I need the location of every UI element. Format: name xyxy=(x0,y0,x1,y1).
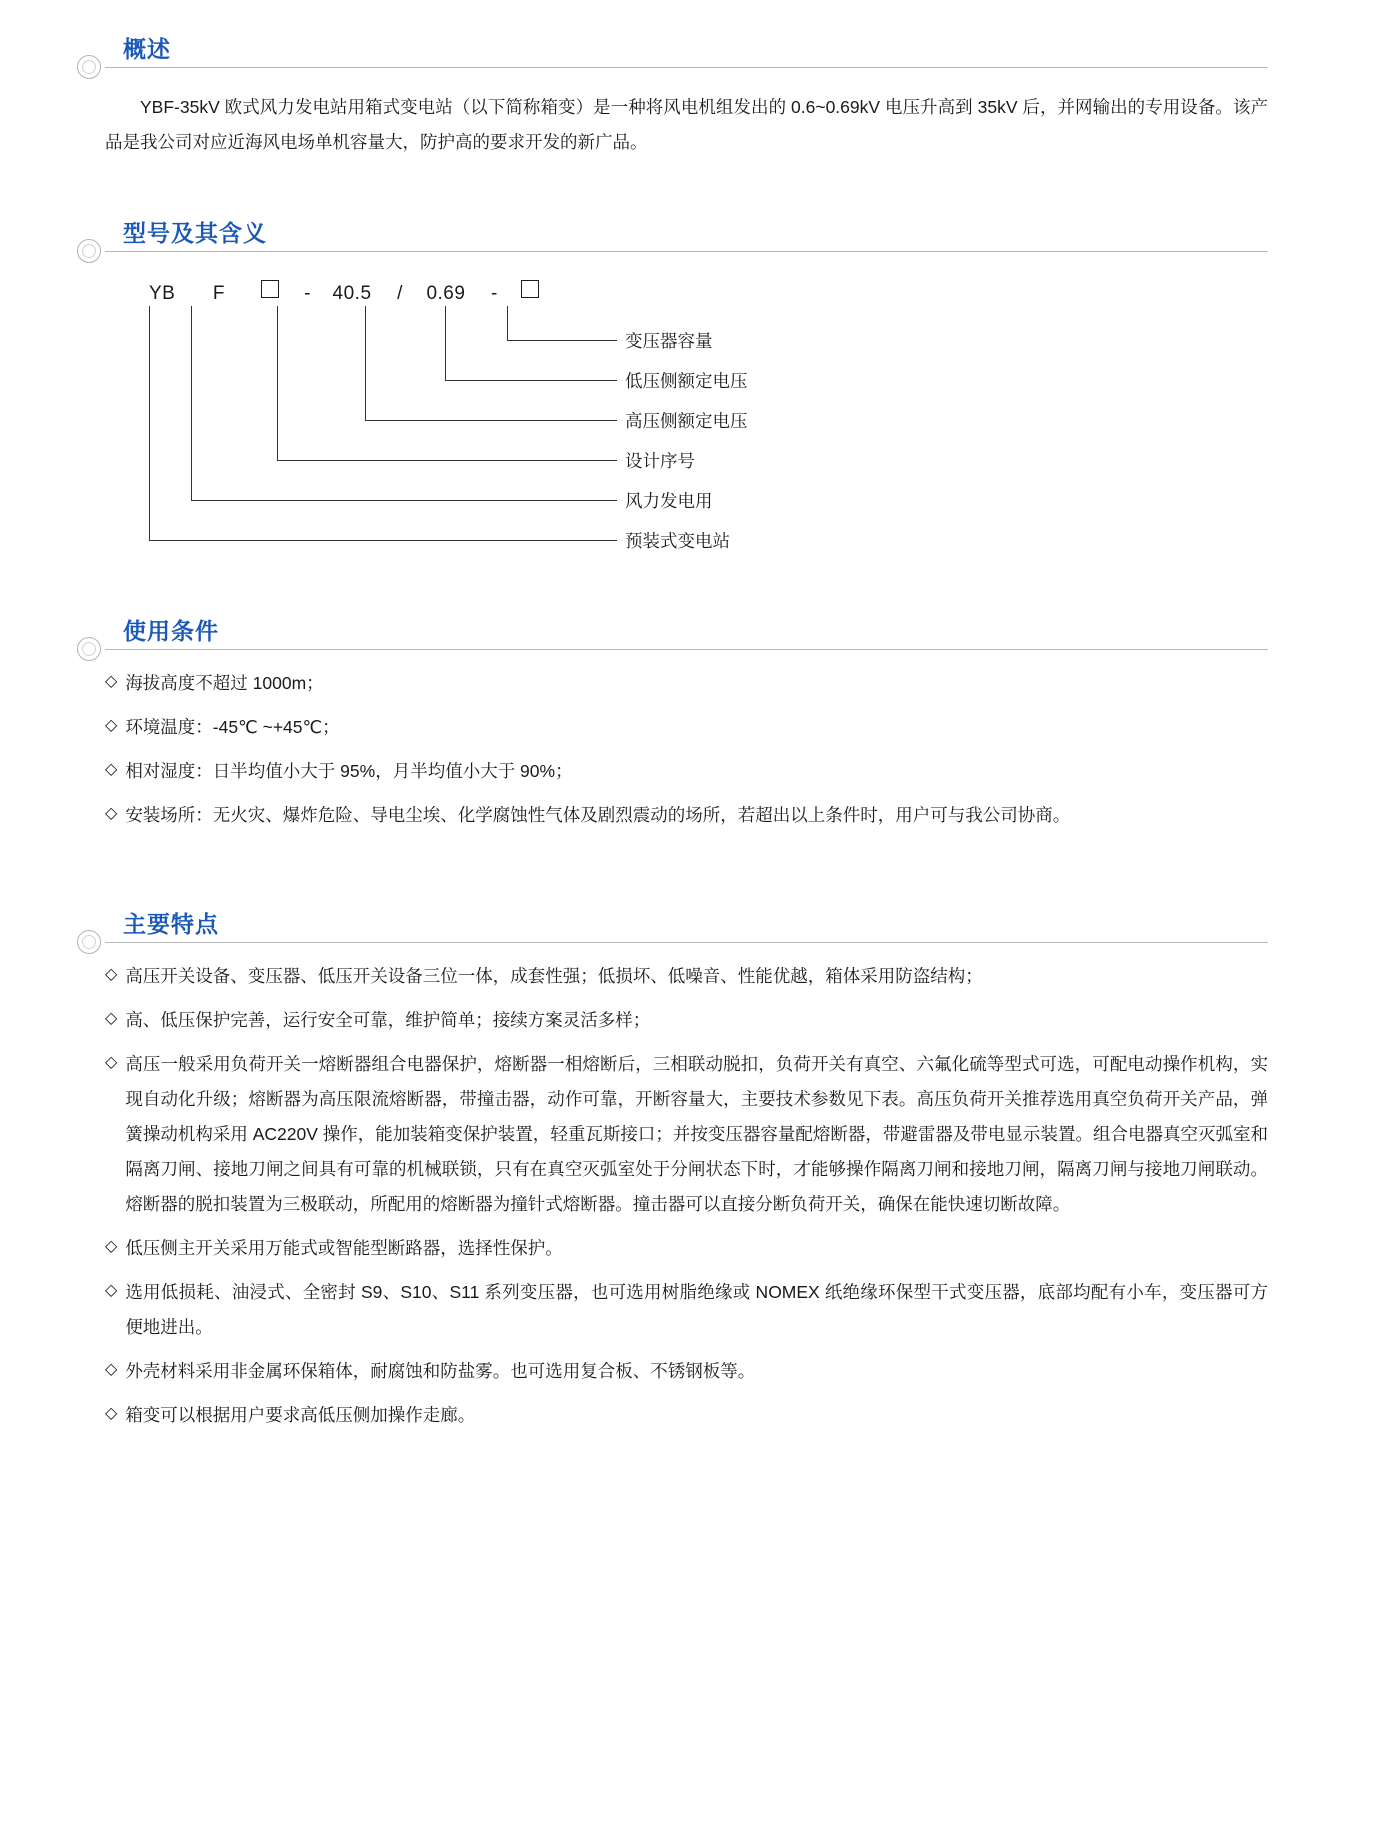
list-item-text: 环境温度：-45℃ ~+45℃； xyxy=(125,717,340,737)
model-label-hv-voltage: 高压侧额定电压 xyxy=(625,411,748,431)
leader-line-vertical-wind xyxy=(191,306,192,500)
diamond-bullet-icon: ◇ xyxy=(105,805,118,822)
divider xyxy=(105,649,1268,650)
code-dash-1: - xyxy=(304,283,311,304)
diamond-bullet-icon: ◇ xyxy=(105,1010,118,1027)
ring-marker-icon xyxy=(77,637,101,661)
list-item-text: 高压一般采用负荷开关一熔断器组合电器保护，熔断器一相熔断后，三相联动脱扣，负荷开关有真空、六氟化硫等型式可选，可配电动操作机构，实现自动化升级；熔断器为高压限流熔断器，带撞击器，动作可靠，开断容量大，主要技术参数见下表。高压负荷开关推荐选用真空负荷开关产品，弹簧操动机构采用 AC220V 操作，能加装箱变保护装置，轻重瓦斯接口；并按变压器容量配熔断器，带避雷器及带电显示装置。组合电器真空灭弧室和隔离刀闸、接地刀闸之间具有可靠的机械联锁，只有在真空灭弧室处于分闸状态下时，才能够操作隔离刀闸和接地刀闸，隔离刀闸与接地刀闸联动。熔断器的脱扣装置为三极联动，所配用的熔断器为撞针式熔断器。撞击器可以直接分断负荷开关，确保在能快速切断故障。 xyxy=(125,1054,1268,1214)
list-item xyxy=(105,798,1268,833)
leader-line-horizontal-lv xyxy=(445,380,617,381)
list-item-text: 相对湿度：日半均值小大于 95%，月半均值小大于 90%； xyxy=(125,761,573,781)
code-lv: 0.69 xyxy=(426,283,466,304)
list-item-text: 箱变可以根据用户要求高低压侧加操作走廊。 xyxy=(125,1405,476,1425)
section-title: 主要特点 xyxy=(123,911,219,937)
ring-marker-icon xyxy=(77,239,101,263)
diamond-bullet-icon: ◇ xyxy=(105,1282,118,1299)
model-label-prefab-substation: 预装式变电站 xyxy=(625,531,730,551)
ring-marker-icon xyxy=(77,55,101,79)
leader-line-horizontal-substation xyxy=(149,540,617,541)
divider xyxy=(105,67,1268,68)
model-label-wind-power: 风力发电用 xyxy=(625,491,713,511)
leader-line-vertical-lv xyxy=(445,306,446,380)
diamond-bullet-icon: ◇ xyxy=(105,673,118,690)
diamond-bullet-icon: ◇ xyxy=(105,1238,118,1255)
code-hv: 40.5 xyxy=(332,283,372,304)
code-f: F xyxy=(212,283,226,304)
conditions-list xyxy=(105,666,1268,833)
list-item-text: 安装场所：无火灾、爆炸危险、导电尘埃、化学腐蚀性气体及剧烈震动的场所，若超出以上条件时，用户可与我公司协商。 xyxy=(125,805,1071,825)
section-overview xyxy=(105,28,1268,160)
ring-marker-icon xyxy=(77,930,101,954)
list-item xyxy=(105,1398,1268,1433)
model-code-row xyxy=(149,280,539,305)
section-title: 使用条件 xyxy=(123,618,219,644)
code-dash-2: - xyxy=(490,283,498,304)
model-label-capacity: 变压器容量 xyxy=(625,331,713,351)
code-slash: / xyxy=(397,283,403,304)
list-item xyxy=(105,1047,1268,1222)
section-title: 型号及其含义 xyxy=(123,220,267,246)
diamond-bullet-icon: ◇ xyxy=(105,966,118,983)
list-item xyxy=(105,754,1268,789)
leader-line-horizontal-design xyxy=(277,460,617,461)
leader-line-vertical-design xyxy=(277,306,278,460)
list-item-text: 低压侧主开关采用万能式或智能型断路器，选择性保护。 xyxy=(125,1238,563,1258)
list-item-text: 选用低损耗、油浸式、全密封 S9、S10、S11 系列变压器，也可选用树脂绝缘或 NOMEX 纸绝缘环保型干式变压器，底部均配有小车，变压器可方便地进出。 xyxy=(125,1282,1268,1337)
leader-line-vertical-hv xyxy=(365,306,366,420)
model-code-diagram xyxy=(115,280,1268,580)
diamond-bullet-icon: ◇ xyxy=(105,1405,118,1422)
list-item xyxy=(105,666,1268,701)
features-list xyxy=(105,959,1268,1433)
leader-line-vertical-capacity xyxy=(507,306,508,340)
leader-line-vertical-substation xyxy=(149,306,150,540)
code-placeholder-capacity xyxy=(521,280,539,298)
section-header-overview xyxy=(105,28,1268,70)
section-main-features xyxy=(105,903,1268,1433)
list-item-text: 高压开关设备、变压器、低压开关设备三位一体，成套性强；低损坏、低噪音、性能优越，箱体采用防盗结构； xyxy=(125,966,983,986)
section-header-conditions xyxy=(105,610,1268,652)
section-model-designation xyxy=(105,212,1268,580)
model-label-lv-voltage: 低压侧额定电压 xyxy=(625,371,748,391)
section-header-model xyxy=(105,212,1268,254)
leader-line-horizontal-wind xyxy=(191,500,617,501)
diamond-bullet-icon: ◇ xyxy=(105,761,118,778)
code-yb: YB xyxy=(149,283,176,304)
divider xyxy=(105,942,1268,943)
overview-paragraph: YBF-35kV 欧式风力发电站用箱式变电站（以下简称箱变）是一种将风电机组发出的 0.6~0.69kV 电压升高到 35kV 后，并网输出的专用设备。该产品是我公司对应近海风电场单机容量大，防护高的要求开发的新广品。 xyxy=(105,97,1268,152)
list-item xyxy=(105,1354,1268,1389)
section-title: 概述 xyxy=(123,36,171,62)
leader-line-horizontal-capacity xyxy=(507,340,617,341)
list-item-text: 高、低压保护完善，运行安全可靠，维护简单；接续方案灵活多样； xyxy=(125,1010,651,1030)
list-item xyxy=(105,1275,1268,1345)
model-label-design-serial: 设计序号 xyxy=(625,451,695,471)
section-header-features xyxy=(105,903,1268,945)
list-item xyxy=(105,959,1268,994)
diamond-bullet-icon: ◇ xyxy=(105,1361,118,1378)
code-placeholder-design xyxy=(261,280,279,298)
list-item xyxy=(105,710,1268,745)
divider xyxy=(105,251,1268,252)
list-item-text: 海拔高度不超过 1000m； xyxy=(125,673,324,693)
section-service-conditions xyxy=(105,610,1268,833)
list-item-text: 外壳材料采用非金属环保箱体，耐腐蚀和防盐雾。也可选用复合板、不锈钢板等。 xyxy=(125,1361,756,1381)
leader-line-horizontal-hv xyxy=(365,420,617,421)
list-item xyxy=(105,1003,1268,1038)
diamond-bullet-icon: ◇ xyxy=(105,717,118,734)
list-item xyxy=(105,1231,1268,1266)
diamond-bullet-icon: ◇ xyxy=(105,1054,118,1071)
